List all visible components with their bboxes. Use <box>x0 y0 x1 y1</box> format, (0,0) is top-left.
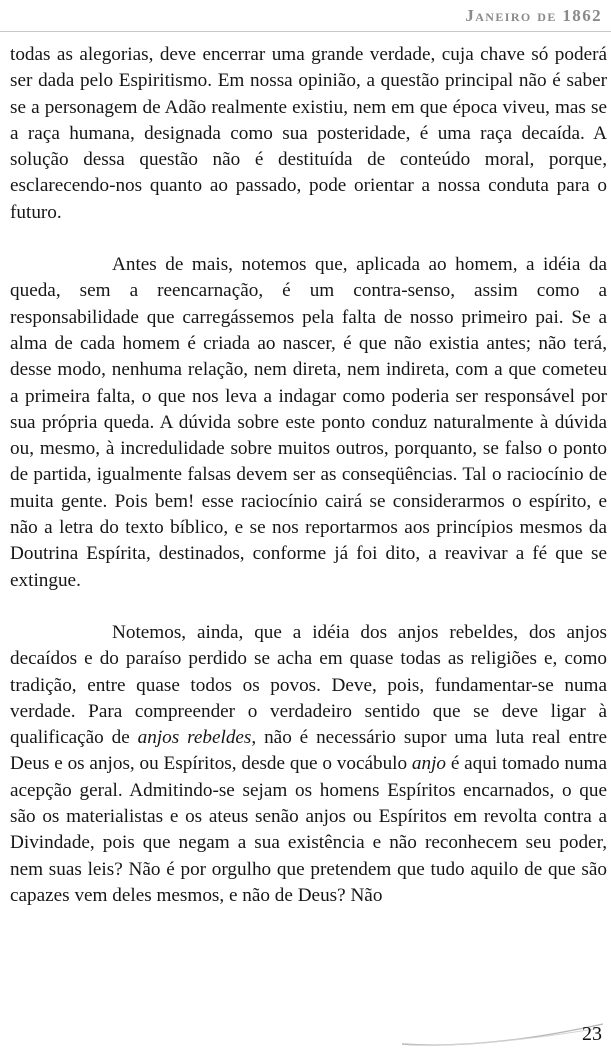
page-number: 23 <box>582 1023 602 1045</box>
paragraph-3-part-3: é aqui tomado numa acepção geral. Admitindo-se sejam os homens Espíritos encarnados, o que são os materialistas e os ateus senão anjos ou Espíritos em revolta contra a Divindade, pois que negam a sua existência e não reconhecem seu poder, nem suas leis? Não é por orgulho que pretendem que tudo aquilo de que são capazes vem deles mesmos, e não de Deus? Não <box>10 753 607 906</box>
paragraph-3-part-2: , não é necessário supor uma luta real entre Deus e os anjos, ou Espíritos, desde que o vocábulo <box>10 727 607 775</box>
paragraph-1: todas as alegorias, deve encerrar uma grande verdade, cuja chave só poderá ser dada pelo Espiritismo. Em nossa opinião, a questão principal não é saber se a personagem de Adão realmente existiu, nem em que época viveu, mas se a raça humana, designada como sua posteridade, é uma raça decaída. A solução dessa questão não é destituída de conteúdo moral, porque, esclarecendo-nos quanto ao passado, pode orientar a nossa conduta para o futuro. <box>10 44 607 223</box>
paragraph-3-part-1: Notemos, ainda, que a idéia dos anjos rebeldes, dos anjos decaídos e do paraíso perdido se acha em quase todas as religiões e, como tradição, entre quase todos os povos. Deve, pois, fundamentar-se numa verdade. Para compreender o verdadeiro sentido que se deve ligar à qualificação de <box>10 621 607 749</box>
header-divider <box>0 31 611 32</box>
paragraph-3 <box>10 620 607 909</box>
emphasis-anjos-rebeldes: anjos rebeldes <box>137 727 252 749</box>
page-body <box>10 42 607 909</box>
paragraph-2: Antes de mais, notemos que, aplicada ao homem, a idéia da queda, sem a reencarnação, é um contra-senso, assim como a responsabilidade que carregássemos pela falta de nosso primeiro pai. Se a alma de cada homem é criada ao nascer, é que não existia antes; não terá, desse modo, nenhuma relação, nem direta, nem indireta, com a que cometeu a primeira falta, o que nos leva a indagar como poderia ser responsável por sua própria queda. A dúvida sobre este ponto conduz naturalmente à dúvida ou, mesmo, à incredulidade sobre muitos outros, porquanto, se falso o ponto de partida, igualmente falsas devem ser as conseqüências. Tal o raciocínio de muita gente. Pois bem! esse raciocínio cairá se considerarmos o espírito, e não a letra do texto bíblico, e se nos reportarmos aos princípios mesmos da Doutrina Espírita, destinados, conforme já foi dito, a reavivar a fé que se extingue. <box>10 254 607 591</box>
footer-swoosh-ornament <box>400 1018 605 1048</box>
running-header: Janeiro de 1862 <box>465 6 602 25</box>
emphasis-anjo: anjo <box>411 753 447 775</box>
